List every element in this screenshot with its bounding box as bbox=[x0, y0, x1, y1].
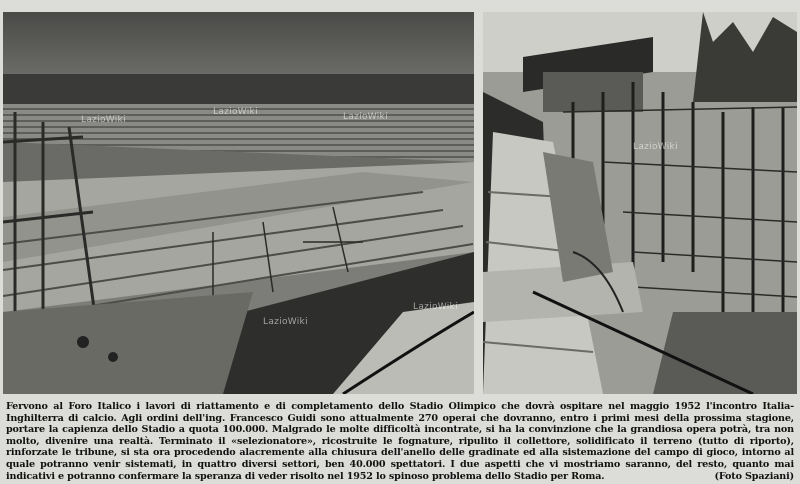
photo-caption bbox=[6, 401, 794, 481]
stadium-stands-image bbox=[3, 12, 474, 394]
watermark-label: LazioWiki bbox=[81, 115, 126, 125]
watermark-label: LazioWiki bbox=[343, 112, 388, 122]
watermark-label: LazioWiki bbox=[413, 302, 458, 312]
caption-text: Fervono al Foro Italico i lavori di riattamento e di completamento dello Stadio Olimpico che dovrà ospitare nel maggio 1952 l'incontro Italia-Inghilterra di calcio. Agli ordini dell'ing. Francesco Guidi sono attualmente 270 operai che dovranno, entro i primi mesi della prossima stagione, portare la capienza dello Stadio a quota 100.000. Malgrado le molte difficoltà incontrate, si ha la convinzione che la grandiosa opera potrà, tra non molto, divenire una realtà. Terminato il «selezionatore», ricostruite le fognature, ripulito il collettore, solidificato il terreno (tutto di riporto), rinforzate le tribune, si sta ora procedendo alacremente alla chiusura dell'anello delle gradinate ed alla sistemazione del campo di gioco, intorno al quale potranno venir sistemati, in quattro diversi settori, ben 40.000 spettatori. I due aspetti che vi mostriamo saranno, del resto, quanto mai indicativi e potranno confermare la speranza di veder risolto nel 1952 lo spinoso problema dello Stadio per Roma. bbox=[6, 401, 794, 482]
watermark-label: LazioWiki bbox=[263, 317, 308, 327]
stadium-scaffolding-image bbox=[483, 12, 797, 394]
photo-credit: (Foto Spaziani) bbox=[714, 470, 794, 482]
photo-stadium-stands bbox=[3, 12, 474, 394]
watermark-label: LazioWiki bbox=[213, 107, 258, 117]
watermark-label: LazioWiki bbox=[633, 142, 678, 152]
photo-stadium-scaffolding bbox=[483, 12, 797, 394]
